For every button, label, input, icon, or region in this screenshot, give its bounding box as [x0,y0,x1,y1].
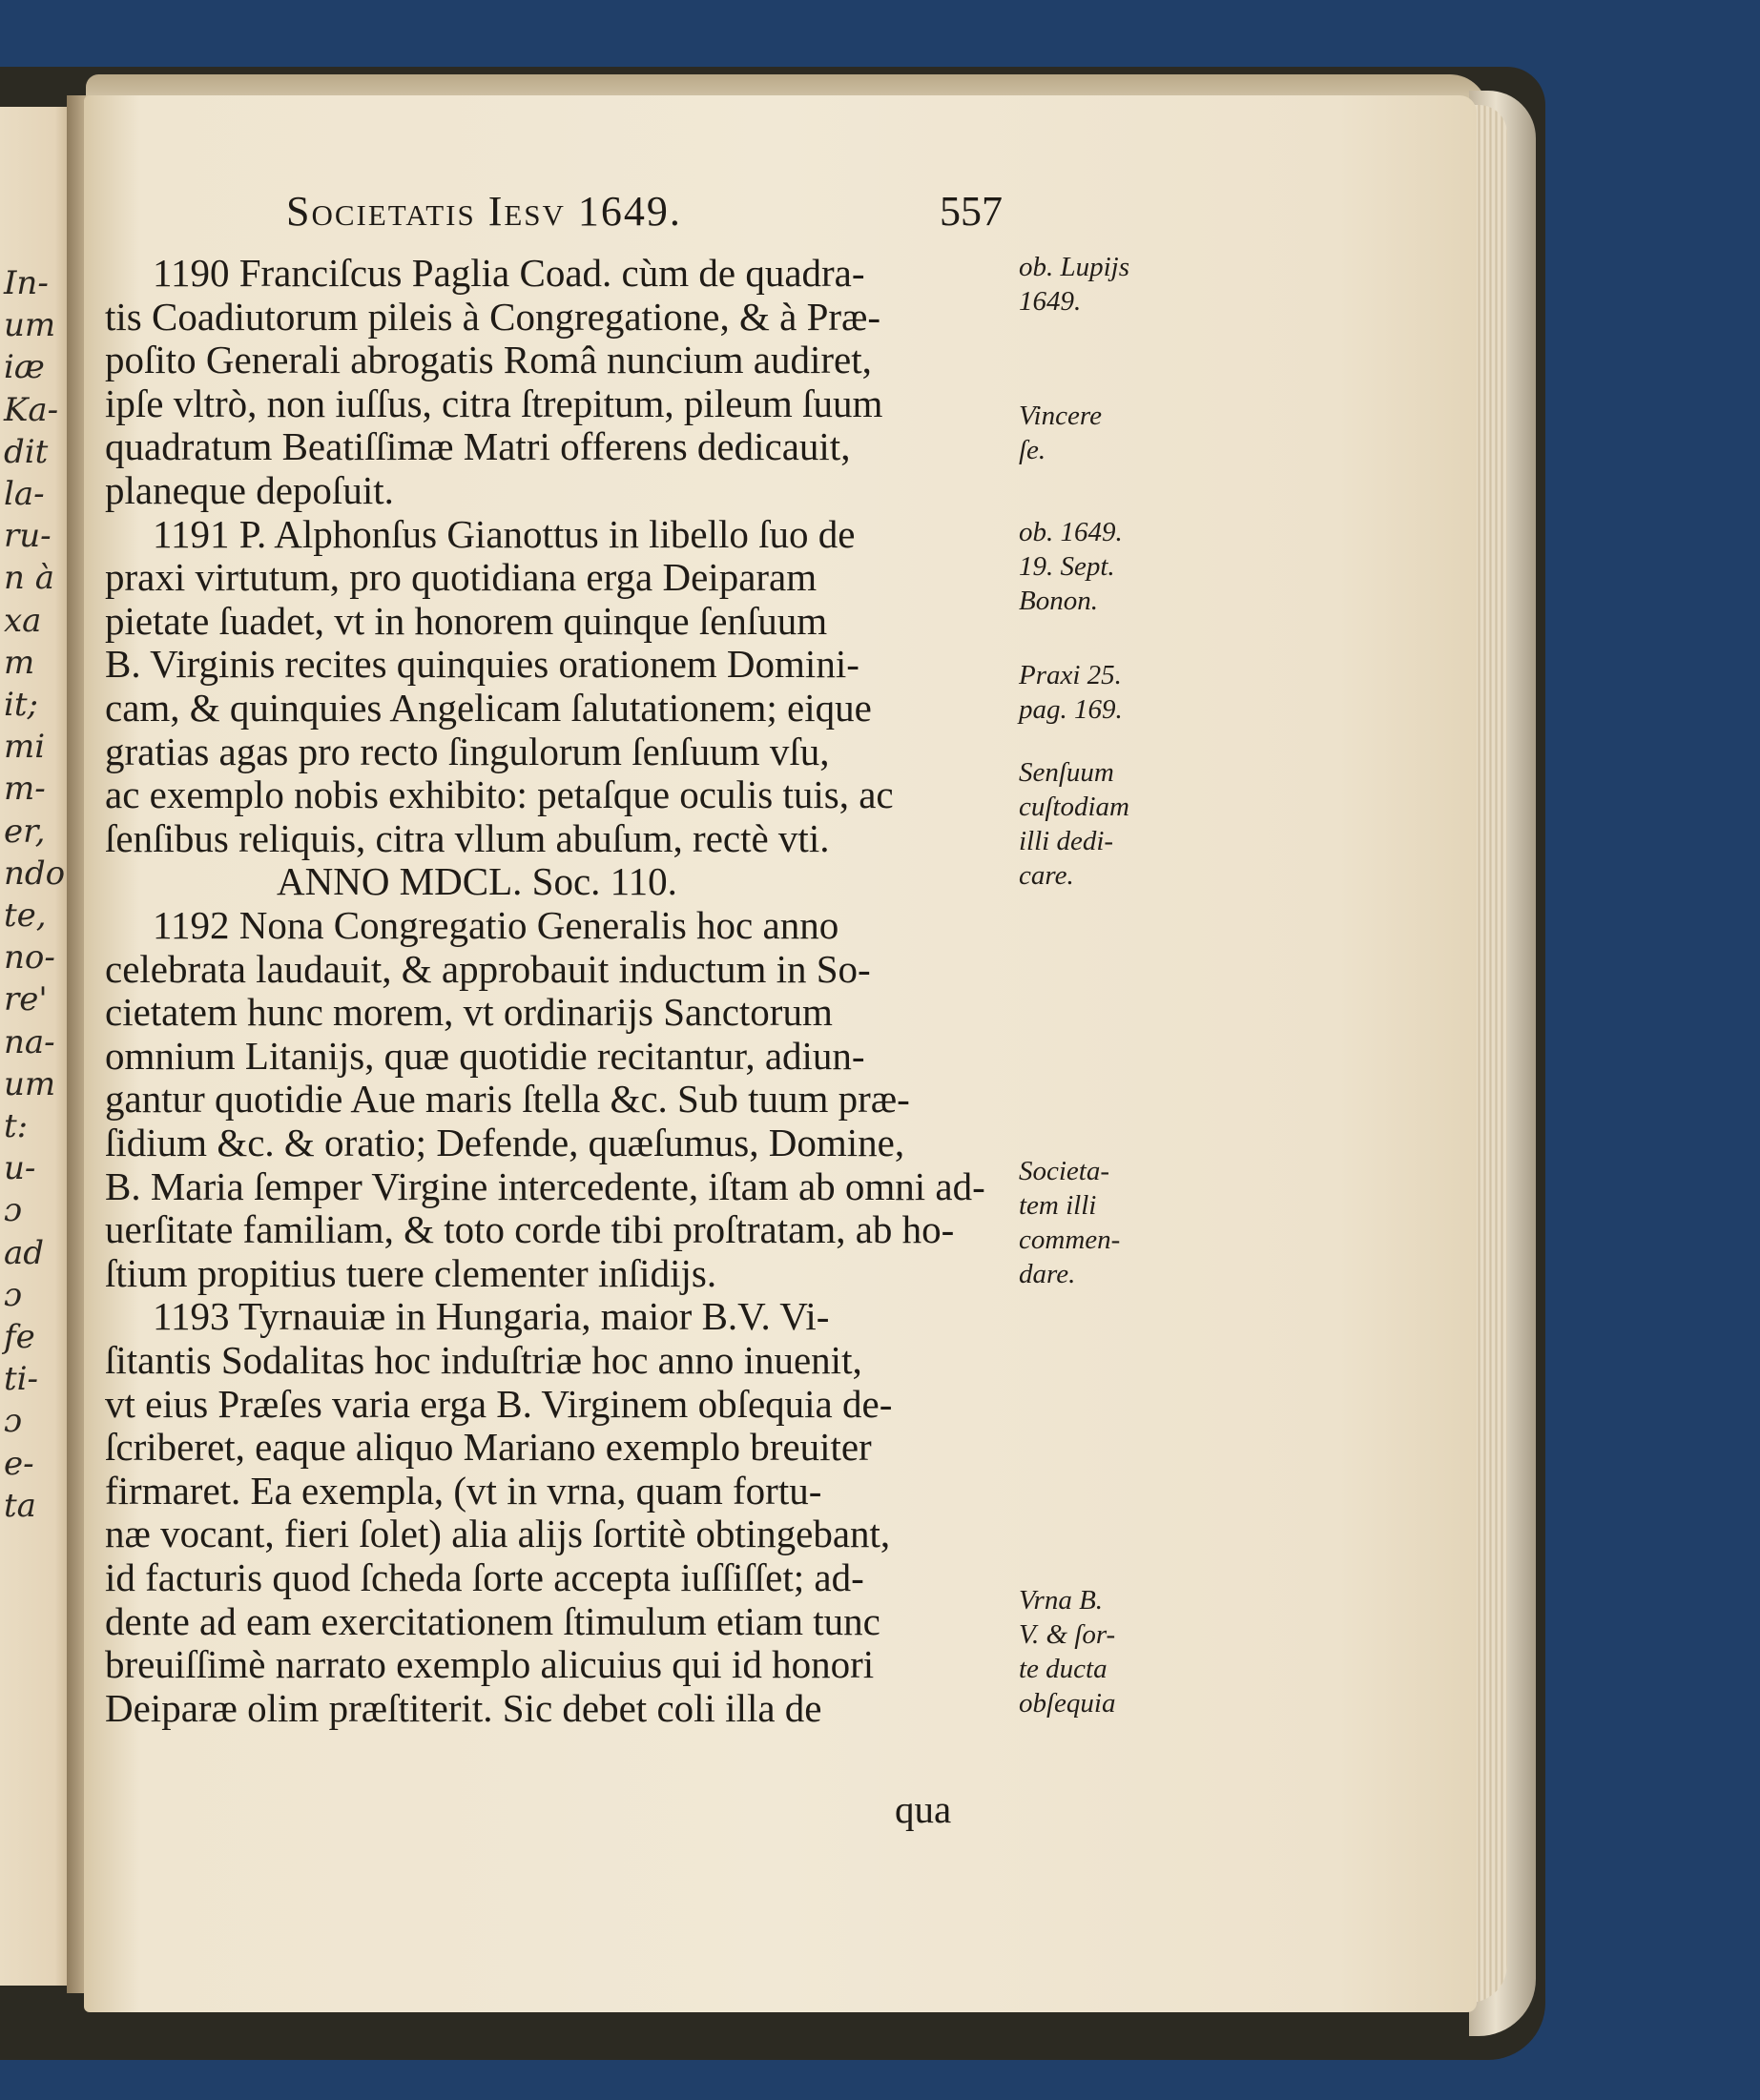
left-margin-fragment: mi [4,728,46,767]
body-line: poſito Generali abrogatis Româ nuncium audiret, [105,338,872,382]
body-line: praxi virtutum, pro quotidiana erga Deiparam [105,555,818,600]
body-line: ſtium propitius tuere clementer inſidijs. [105,1250,717,1295]
body-line: ſcriberet, eaque aliquo Mariano exemplo breuiter [105,1425,872,1470]
body-line: 1190 Franciſcus Paglia Coad. cùm de quadra- [153,251,865,295]
left-margin-fragment: ɔ [4,1275,23,1314]
marginal-note: Vrna B. V. & ſor- te ducta obſequia [1019,1585,1116,1719]
left-margin-fragment: m- [4,770,46,809]
catchword: qua [895,1787,952,1831]
left-margin-fragment: In- [4,264,49,302]
body-line: tis Coadiutorum pileis à Congregatione, & à Præ- [105,294,881,339]
left-margin-fragment: dit [4,432,49,471]
body-line: cam, & quinquies Angelicam ſalutationem; eique [105,686,872,730]
marginal-note: Societa- tem illi commen- dare. [1019,1156,1121,1289]
left-margin-fragment: t: [4,1107,29,1145]
left-margin-fragment: um [4,306,56,345]
left-margin-fragment: fe [4,1318,35,1356]
page-number: 557 [940,188,1003,235]
marginal-note: Vincere ſe. [1019,401,1102,465]
left-margin-fragment: um [4,1064,56,1103]
left-margin-fragment: no- [4,938,55,978]
body-line: ANNO MDCL. Soc. 110. [277,859,677,904]
left-margin-fragment: na- [4,1022,55,1061]
left-margin-fragment: u- [4,1149,36,1188]
left-margin-fragment: n à [4,559,54,598]
marginal-note: ob. Lupijs 1649. [1019,252,1130,317]
running-header: Societatis Iesv 1649. [286,188,682,235]
left-margin-fragment: iæ [4,348,45,387]
left-margin-fragment: re' [4,980,48,1019]
marginal-note: Senſuum cuſtodiam illi dedi- care. [1019,757,1129,891]
body-line: vt eius Præſes varia erga B. Virginem obſequia de- [105,1381,893,1426]
left-margin-fragment: xa [4,601,42,640]
body-line: 1193 Tyrnauiæ in Hungaria, maior B.V. Vi- [153,1294,830,1339]
body-line: 1191 P. Alphonſus Gianottus in libello ſuo de [153,511,856,556]
left-margin-fragment: ad [4,1233,45,1272]
body-line: B. Virginis recites quinquies orationem Domini- [105,642,859,687]
body-line: breuiſſimè narrato exemplo alicuius qui id honori [105,1642,875,1687]
left-margin-fragment: er, [4,812,46,851]
body-line: firmaret. Ea exempla, (vt in vrna, quam fortu- [105,1468,822,1513]
body-line: cietatem hunc morem, vt ordinarijs Sanctorum [105,990,833,1035]
left-margin-fragment: la- [4,475,45,513]
body-line: planeque depoſuit. [105,468,394,512]
left-margin-fragment: ndo [4,854,66,893]
body-line: ipſe vltrò, non iuſſus, citra ſtrepitum, pileum ſuum [105,381,883,425]
body-line: omnium Litanijs, quæ quotidie recitantur, adiun- [105,1033,865,1078]
left-margin-fragment: ta [4,1486,36,1525]
body-line: 1192 Nona Congregatio Generalis hoc anno [153,903,839,947]
left-margin-fragment: Ka- [4,390,59,429]
body-line: pietate ſuadet, vt in honorem quinque ſenſuum [105,598,828,643]
marginal-note: ob. 1649. 19. Sept. Bonon. [1019,517,1123,616]
left-margin-fragment: it; [4,686,38,724]
body-line: Deiparæ olim præſtiterit. Sic debet coli illa de [105,1685,822,1730]
left-margin-fragment: ɔ [4,1402,23,1441]
body-line: ſenſibus reliquis, citra vllum abuſum, rectè vti. [105,815,830,860]
body-line: uerſitate familiam, & toto corde tibi proſtratam, ab ho- [105,1207,955,1252]
body-line: B. Maria ſemper Virgine intercedente, iſtam ab omni ad- [105,1163,985,1208]
left-margin-fragment: te, [4,896,47,935]
body-line: gantur quotidie Aue maris ſtella &c. Sub tuum præ- [105,1077,910,1122]
body-line: ſidium &c. & oratio; Defende, quæſumus, Domine, [105,1121,905,1164]
body-line: celebrata laudauit, & approbauit inductum in So- [105,946,871,991]
marginal-note: Praxi 25. pag. 169. [1019,660,1123,725]
body-line: dente ad eam exercitationem ſtimulum etiam tunc [105,1598,880,1643]
body-line: id facturis quod ſcheda ſorte accepta iuſſiſſet; ad- [105,1555,864,1599]
left-margin-fragment: m [4,643,35,682]
left-margin-fragment: ru- [4,517,52,556]
body-line: quadratum Beatiſſimæ Matri offerens dedicauit, [105,424,851,469]
body-line: næ vocant, fieri ſolet) alia alijs ſortitè obtingebant, [105,1512,891,1556]
body-line: ac exemplo nobis exhibito: petaſque oculis tuis, ac [105,772,894,817]
left-margin-fragment: e- [4,1444,34,1483]
body-line: ſitantis Sodalitas hoc induſtriæ hoc anno inuenit, [105,1338,862,1382]
left-margin-fragment: ɔ [4,1191,23,1230]
left-margin-fragment: ti- [4,1360,39,1399]
body-line: gratias agas pro recto ſingulorum ſenſuum vſu, [105,729,830,773]
